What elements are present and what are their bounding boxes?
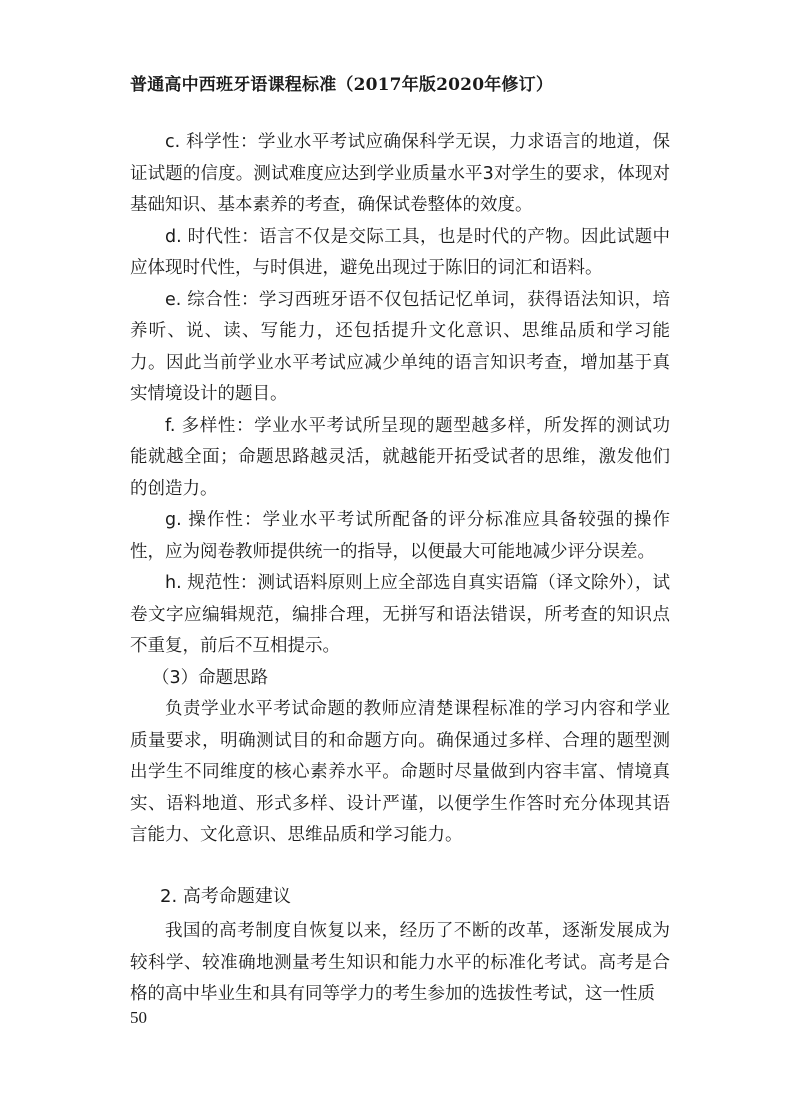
body-text [130,127,670,1011]
paragraph-operability: g. 操作性：学业水平考试所配备的评分标准应具备较强的操作性，应为阅卷教师提供统一的指导，以便最大可能地减少评分误差。 [130,510,670,562]
paragraph-item-writing-approach: 负责学业水平考试命题的教师应清楚课程标准的学习内容和学业质量要求，明确测试目的和命题方向。确保通过多样、合理的题型测出学生不同维度的核心素养水平。命题时尽量做到内容丰富、情境真实、语料地道、形式多样、设计严谨，以便学生作答时充分体现其语言能力、文化意识、思维品质和学习能力。 [130,699,670,845]
paragraph-comprehensiveness: e. 综合性：学习西班牙语不仅包括记忆单词，获得语法知识，培养听、说、读、写能力，还包括提升文化意识、思维品质和学习能力。因此当前学业水平考试应减少单纯的语言知识考查，增加基于真实情境设计的题目。 [130,289,670,404]
subsection-heading: （3）命题思路 [152,667,269,688]
paragraph-diversity: f. 多样性：学业水平考试所呈现的题型越多样，所发挥的测试功能就越全面；命题思路越灵活，就越能开拓受试者的思维，激发他们的创造力。 [130,415,670,499]
running-header: 普通高中西班牙语课程标准（2017年版2020年修订） [130,75,554,95]
paragraph-gaokao: 我国的高考制度自恢复以来，经历了不断的改革，逐渐发展成为较科学、较准确地测量考生知识和能力水平的标准化考试。高考是合格的高中毕业生和具有同等学力的考生参加的选拔性考试，这一性质 [130,921,670,1004]
paragraph-scientific: c. 科学性：学业水平考试应确保科学无误，力求语言的地道，保证试题的信度。测试难度应达到学业质量水平3对学生的要求，体现对基础知识、基本素养的考查，确保试卷整体的效度。 [130,132,670,215]
paragraph-timeliness: d. 时代性：语言不仅是交际工具，也是时代的产物。因此试题中应体现时代性，与时俱进，避免出现过于陈旧的词汇和语料。 [130,226,670,278]
section-heading: 2. 高考命题建议 [160,885,291,907]
paragraph-standardization: h. 规范性：测试语料原则上应全部选自真实语篇（译文除外），试卷文字应编辑规范，编排合理，无拼写和语法错误，所考查的知识点不重复，前后不互相提示。 [130,573,670,656]
page-number: 50 [130,1008,147,1027]
